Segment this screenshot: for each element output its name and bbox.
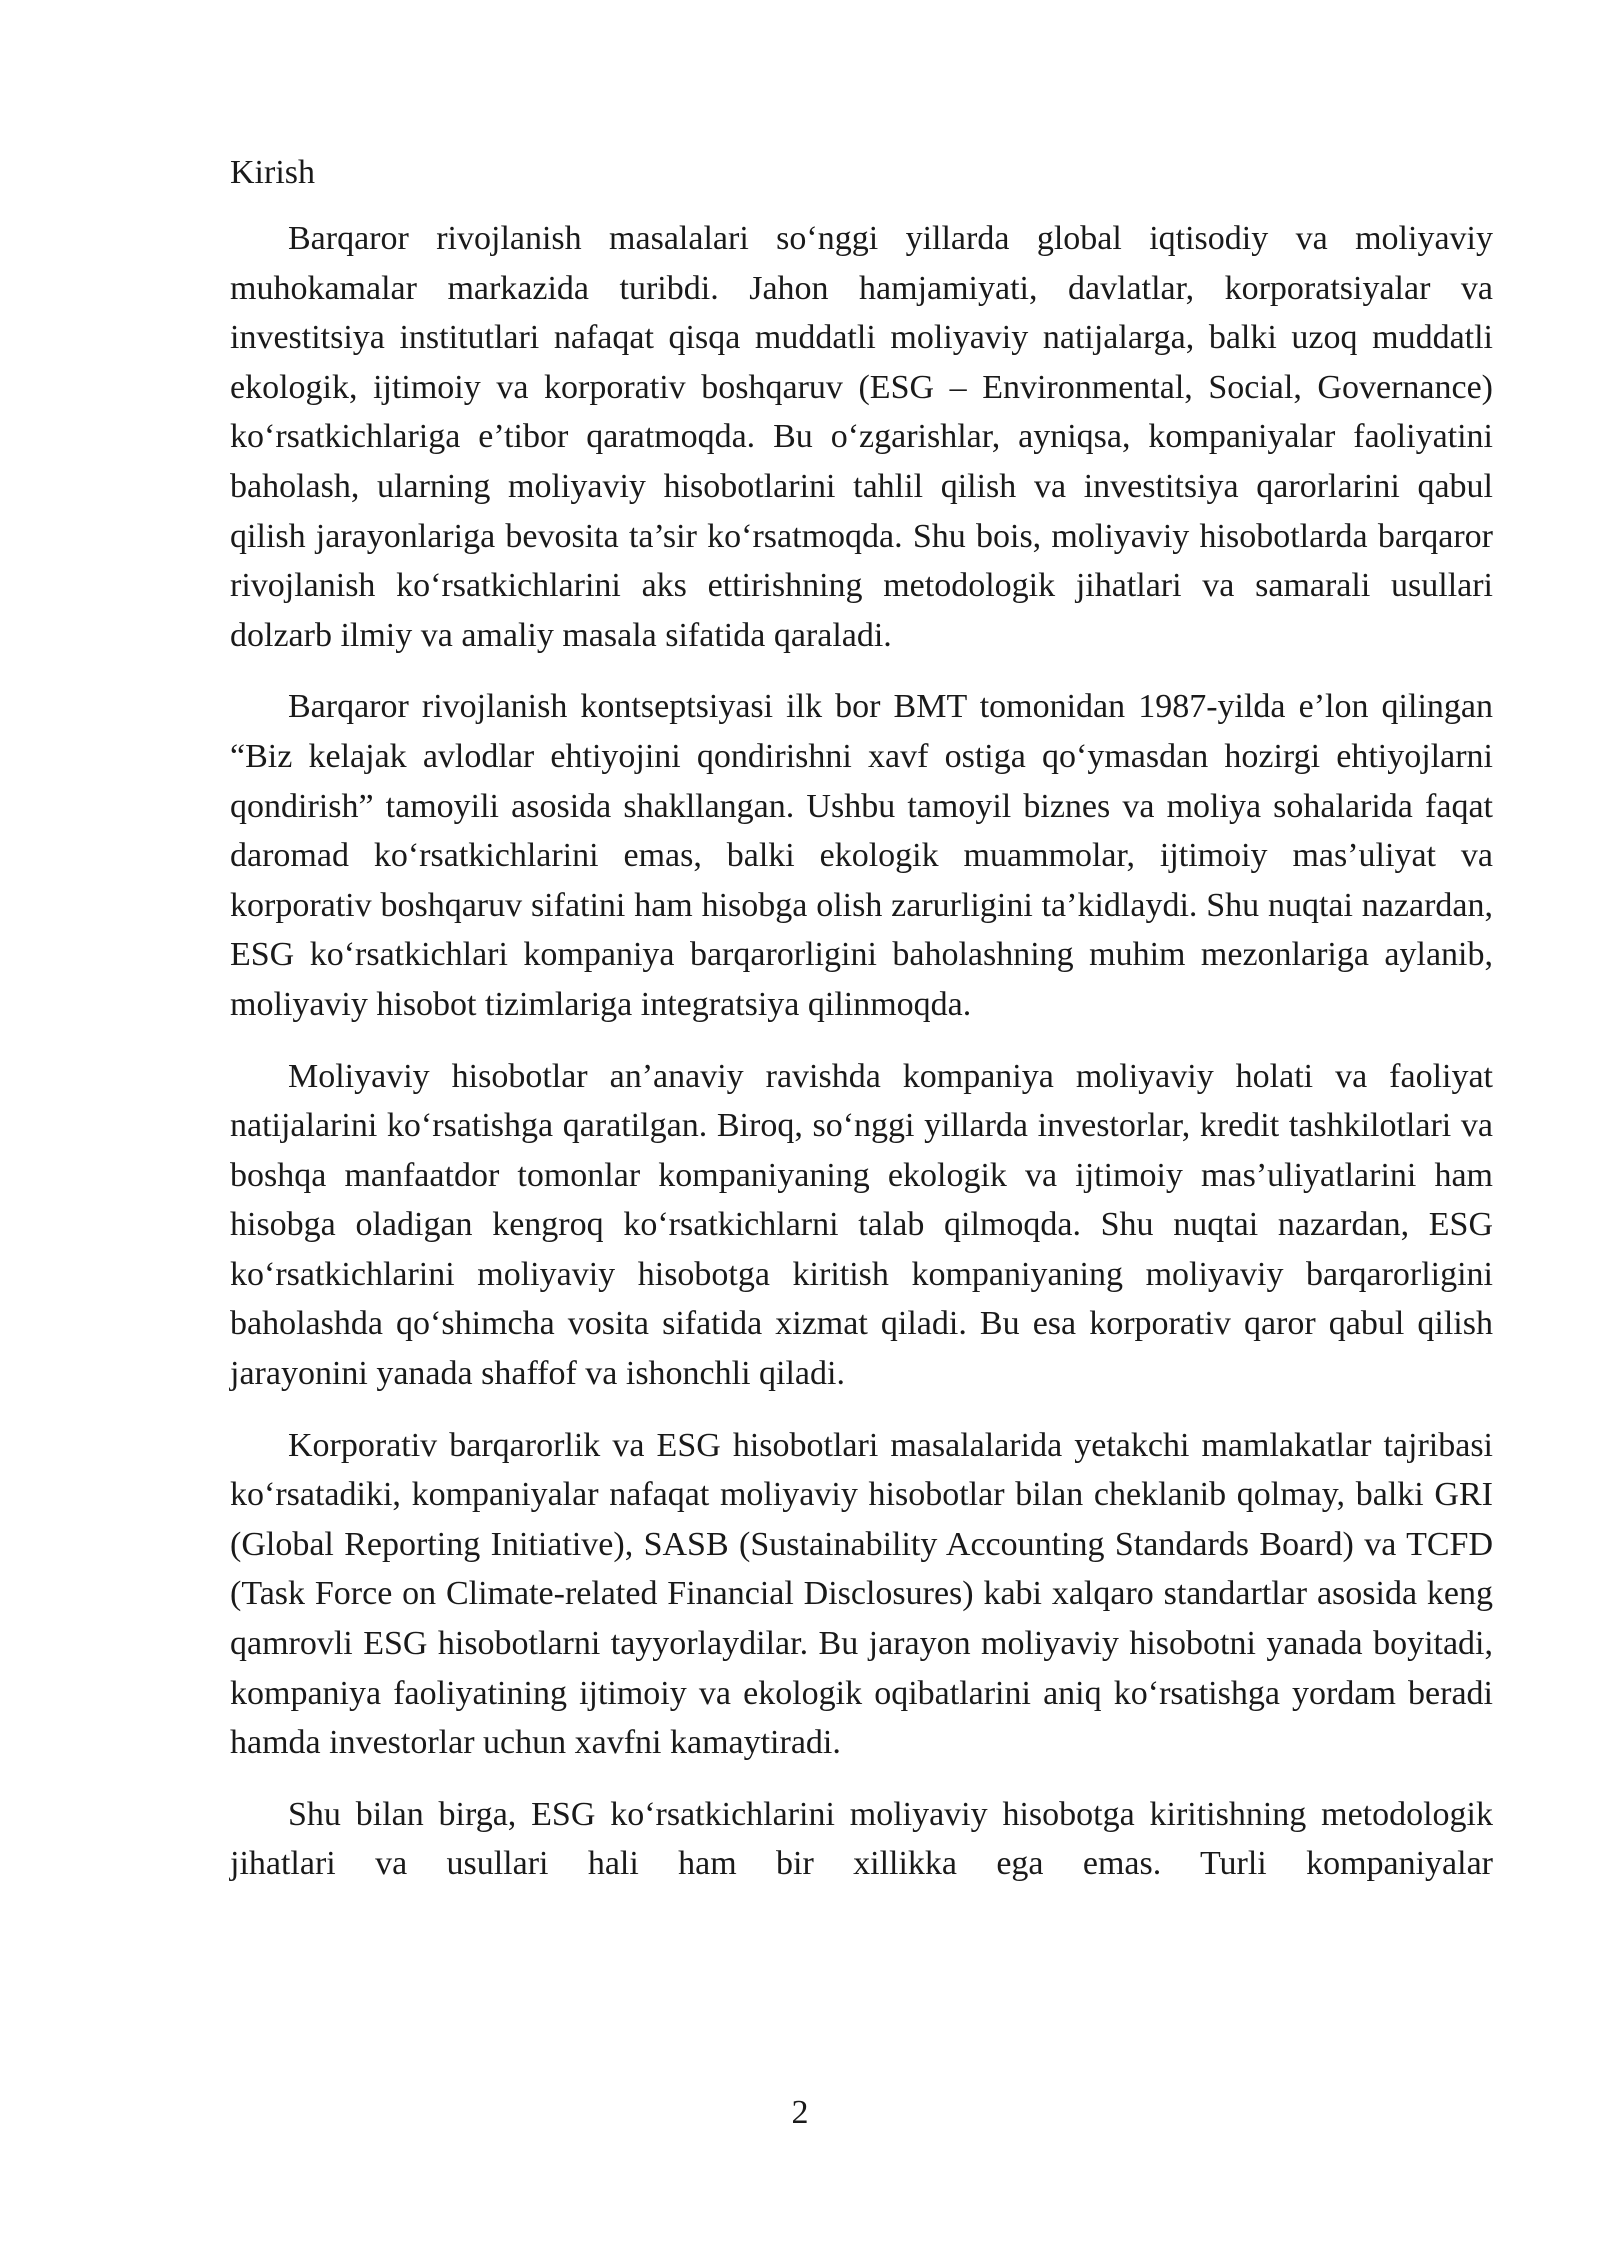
paragraph-1: Barqaror rivojlanish masalalari so‘nggi yillarda global iqtisodiy va moliyaviy muhokamalar markazida turibdi. Jahon hamjamiyati, davlatlar, korporatsiyalar va investitsiya institutlari nafaqat qisqa muddatli moliyaviy natijalarga, balki uzoq muddatli ekologik, ijtimoiy va korporativ boshqaruv (ESG – Environmental, Social, Governance) ko‘rsatkichlariga e’tibor qaratmoqda. Bu o‘zgarishlar, ayniqsa, kompaniyalar faoliyatini baholash, ularning moliyaviy hisobotlarini tahlil qilish va investitsiya qarorlarini qabul qilish jarayonlariga bevosita ta’sir ko‘rsatmoqda. Shu bois, moliyaviy hisobotlarda barqaror rivojlanish ko‘rsatkichlarini aks ettirishning metodologik jihatlari va samarali usullari dolzarb ilmiy va amaliy masala sifatida qaraladi. bbox=[230, 220, 1493, 654]
paragraph-2: Barqaror rivojlanish kontseptsiyasi ilk bor BMT tomonidan 1987-yilda e’lon qilingan “Biz kelajak avlodlar ehtiyojini qondirishni xavf ostiga qo‘ymasdan hozirgi ehtiyojlarni qondirish” tamoyili asosida shakllangan. Ushbu tamoyil biznes va moliya sohalarida faqat daromad ko‘rsatkichlarini emas, balki ekologik muammolar, ijtimoiy mas’uliyat va korporativ boshqaruv sifatini ham hisobga olish zarurligini ta’kidlaydi. Shu nuqtai nazardan, ESG ko‘rsatkichlari kompaniya barqarorligini baholashning muhim mezonlariga aylanib, moliyaviy hisobot tizimlariga integratsiya qilinmoqda. bbox=[230, 688, 1493, 1023]
section-heading: Kirish bbox=[230, 154, 315, 191]
paragraph-4: Korporativ barqarorlik va ESG hisobotlari masalalarida yetakchi mamlakatlar tajribasi ko‘rsatadiki, kompaniyalar nafaqat moliyaviy hisobotlar bilan cheklanib qolmay, balki GRI (Global Reporting Initiative), SASB (Sustainability Accounting Standards Board) va TCFD (Task Force on Climate-related Financial Disclosures) kabi xalqaro standartlar asosida keng qamrovli ESG hisobotlarni tayyorlaydilar. Bu jarayon moliyaviy hisobotni yanada boyitadi, kompaniya faoliyatining ijtimoiy va ekologik oqibatlarini aniq ko‘rsatishga yordam beradi hamda investorlar uchun xavfni kamaytiradi. bbox=[230, 1426, 1493, 1762]
paragraph-5: Shu bilan birga, ESG ko‘rsatkichlarini moliyaviy hisobotga kiritishning metodologik jihatlari va usullari hali ham bir xillikka ega emas. Turli kompaniyalar bbox=[230, 1795, 1493, 1883]
paragraph-3: Moliyaviy hisobotlar an’anaviy ravishda kompaniya moliyaviy holati va faoliyat natijalarini ko‘rsatishga qaratilgan. Biroq, so‘nggi yillarda investorlar, kredit tashkilotlari va boshqa manfaatdor tomonlar kompaniyaning ekologik va ijtimoiy mas’uliyatlarini ham hisobga oladigan kengroq ko‘rsatkichlarni talab qilmoqda. Shu nuqtai nazardan, ESG ko‘rsatkichlarini moliyaviy hisobotga kiritish kompaniyaning moliyaviy barqarorligini baholashda qo‘shimcha vosita sifatida xizmat qiladi. Bu esa korporativ qaror qabul qilish jarayonini yanada shaffof va ishonchli qiladi. bbox=[230, 1057, 1493, 1393]
page-number: 2 bbox=[791, 2094, 809, 2131]
document-body bbox=[230, 148, 1493, 1889]
